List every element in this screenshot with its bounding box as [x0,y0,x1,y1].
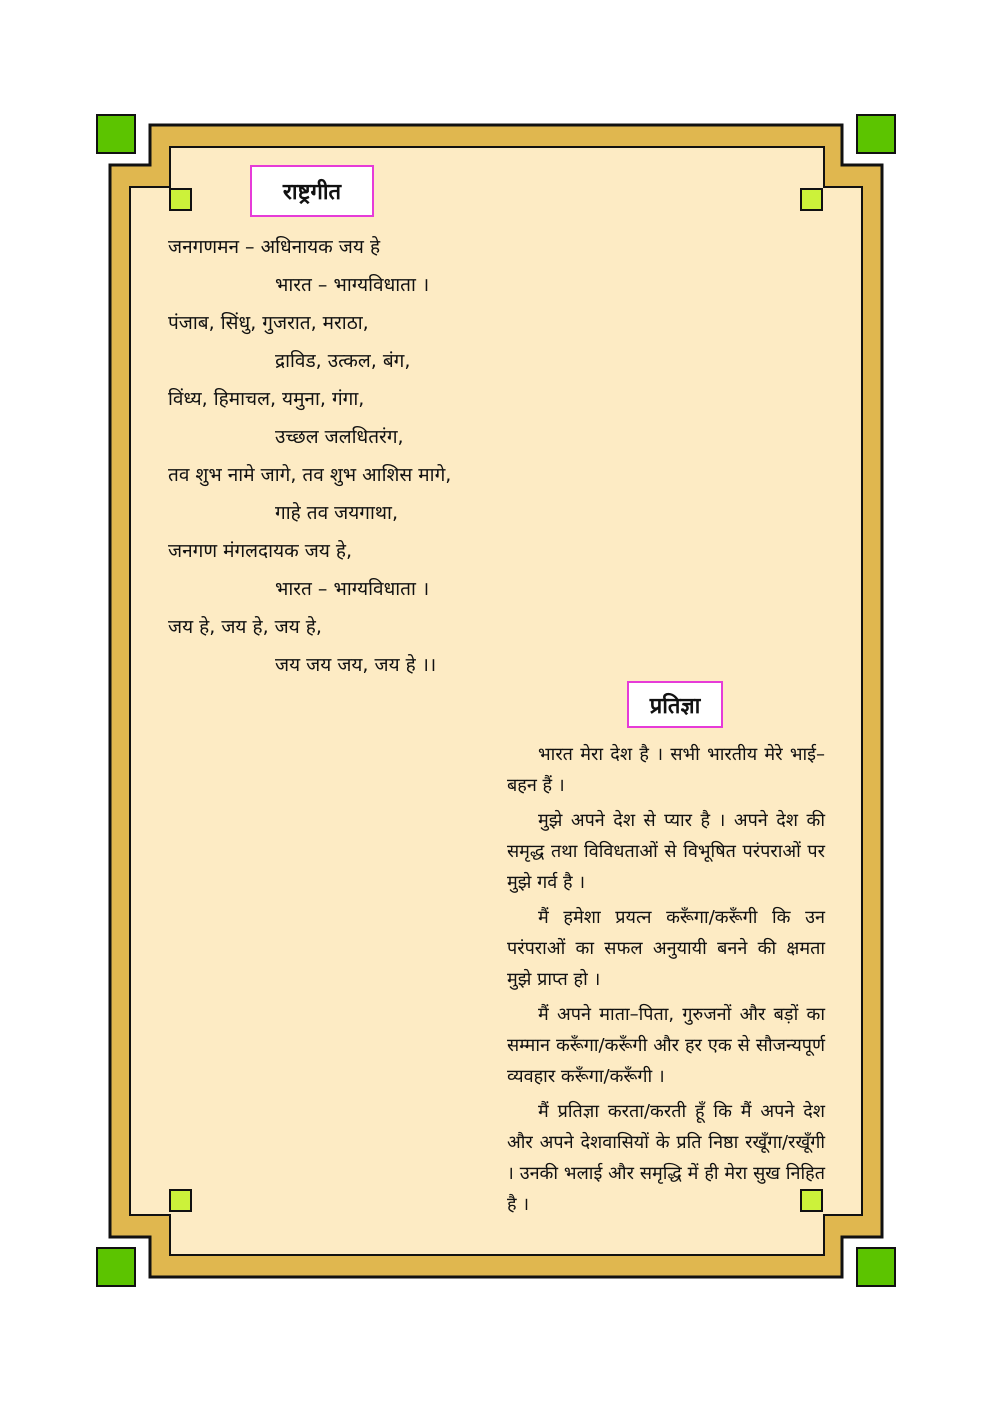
anthem-line: उच्छल जलधितरंग, [275,426,404,448]
pledge-paragraph: मैं अपने माता–पिता, गुरुजनों और बड़ों का सम्मान करूँगा/करूँगी और हर एक से सौजन्यपूर्ण व्यवहार करूँगा/करूँगी । [507,1004,825,1087]
pledge-heading: प्रतिज्ञा [627,681,723,728]
inner-square-top-left [170,189,191,210]
anthem-line: तव शुभ नामे जागे, तव शुभ आशिस मागे, [168,464,452,486]
anthem-line: भारत – भाग्यविधाता । [275,274,430,296]
inner-square-top-right [801,189,822,210]
corner-square-top-left [97,115,135,153]
anthem-line: जय हे, जय हे, जय हे, [168,616,322,638]
anthem-line: जनगणमन – अधिनायक जय हे [168,236,381,258]
inner-square-bottom-left [170,1190,191,1211]
pledge-paragraph: मैं प्रतिज्ञा करता/करती हूँ कि मैं अपने देश और अपने देशवासियों के प्रति निष्ठा रखूँगा/रखूँगी । उनकी भलाई और समृद्धि में ही मेरा सुख निहित है । [507,1101,825,1215]
corner-square-top-right [857,115,895,153]
anthem-line: जय जय जय, जय हे ।। [275,654,437,676]
corner-square-bottom-right [857,1248,895,1286]
pledge-paragraph: मुझे अपने देश से प्यार है । अपने देश की समृद्ध तथा विविधताओं से विभूषित परंपराओं पर मुझे गर्व है । [507,810,825,893]
anthem-line: भारत – भाग्यविधाता । [275,578,430,600]
anthem-line: विंध्य, हिमाचल, यमुना, गंगा, [168,388,365,410]
corner-square-bottom-left [97,1248,135,1286]
pledge-text [507,739,825,1224]
anthem-line: गाहे तव जयगाथा, [275,502,399,524]
pledge-paragraph: भारत मेरा देश है । सभी भारतीय मेरे भाई–बहन हैं । [507,744,825,796]
anthem-line: जनगण मंगलदायक जय हे, [168,540,353,562]
anthem-heading: राष्ट्रगीत [250,165,374,217]
anthem-line: पंजाब, सिंधु, गुजरात, मराठा, [168,312,369,334]
anthem-line: द्राविड, उत्कल, बंग, [275,350,411,372]
pledge-paragraph: मैं हमेशा प्रयत्न करूँगा/करूँगी कि उन परंपराओं का सफल अनुयायी बनने की क्षमता मुझे प्राप्त हो । [507,907,825,990]
